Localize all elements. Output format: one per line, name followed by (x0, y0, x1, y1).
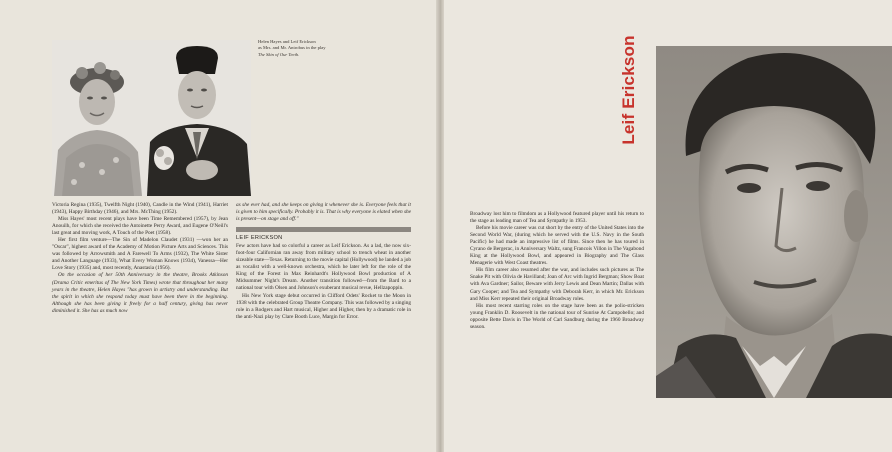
photo-caption (258, 39, 388, 58)
paragraph-quote: as she ever had, and she keeps on giving it whenever she is. Everyone feels that it is given to him specifically. Probably it is. That is why everyone is elated when she is present—on stage and off." (236, 202, 412, 223)
paragraph: On the occasion of her 50th Anniversary in the theatre, Brooks Atkinson (Drama Critic emeritus of The New York Times) wrote that throughout her many years in the theatre, Helen Hayes "has grown in artistry and understanding. But the spirit in which she respond today must have been there in the beginning. Although she has been giving it freely for a half century, giving has never diminished it. She has as much now (52, 272, 228, 314)
paragraph: His most recent starring roles on the stage have been as the polio-stricken young Franklin D. Roosevelt in the national tour of Sunrise At Campobello; and opposite Bette Davis in The World of Carl Sandburg during the 1960 Broadway season. (470, 302, 644, 330)
paragraph: Broadway lost him to filmdom as a Hollywood featured player until his return to the stage as leading man of Tea and Sympathy in 1953. (470, 211, 644, 225)
paragraph: Before his movie career was cut short by the entry of the United States into the Second World War, (during which he served with the U.S. Navy in the South Pacific) he had made an impressive list of films. Since then he has toured in Cyrano de Bergerac, in Anniversary Waltz, sung Francois Villon in The Vagabond King at the Hollywood Bowl, and appeared in Biography and The Glass Menagerie with West Coast theatres. (470, 225, 644, 267)
name-text: Leif Erickson (619, 35, 638, 145)
left-page (0, 0, 440, 452)
caption-line: as Mrs. and Mr. Antrobus in the play (258, 45, 326, 51)
left-column-1 (52, 202, 228, 315)
paragraph: Few actors have had so colorful a career as Leif Erickson. As a lad, the now six-foot-four Californian ran away from military school to trench wheat in another sizeable state—Texas. Returning to the movie capital (Hollywood) he landed a job as vocalist with a well-known orchestra, which he later left for the role of the King of the Forest in Max Reinhardt's Hollywood Bowl production of A Midsummer Night's Dream. Another transition followed—from the Bard to a national tour with Olsen and Johnson's exuberant musical revue, Hellzapoppin. (236, 243, 411, 292)
left-column-2 (236, 202, 411, 321)
section-heading: LEIF ERICKSON (236, 235, 283, 242)
portrait-image (656, 46, 892, 398)
paragraph: His New York stage debut occurred in Clifford Odets' Rocket to the Moon in 1938 with the celebrated Group Theatre Company. This was followed by a singing role in a Rodgers and Hart musical, Higher and Higher, then by a dramatic role in the anti-Nazi play by Clare Booth Luce, Margin for Error. (236, 292, 411, 320)
photo-hayes-erickson (52, 40, 251, 196)
section-divider (236, 227, 411, 232)
caption-line: Helen Hayes and Leif Erickson (258, 39, 316, 44)
caption-line: The Skin of Our Teeth. (258, 51, 300, 57)
photo-image (52, 40, 251, 196)
paragraph: Miss Hayes' most recent plays have been Time Remembered (1957), by Jean Anouilh, for which she received the Antoinette Perry Award, and Eugene O'Neill's last great and moving work, A Touch of the Poet (1958). (52, 216, 228, 237)
paragraph: Her first film venture—The Sin of Madelon Claudet (1931) —won her an "Oscar", highest award of the Academy of Motion Picture Arts and Sciences. This was followed by Arrowsmith and A Farewell To Arms (1932), The White Sister and Another Language (1933), What Every Woman Knows (1934), Vanessa—Her Love Story (1935) and, most recently, Anastasia (1956). (52, 237, 228, 272)
vertical-name-title (609, 35, 649, 145)
right-column (470, 211, 644, 331)
photo-erickson-portrait (656, 46, 892, 398)
paragraph: Victoria Regina (1935), Twelfth Night (1940), Candle in the Wind (1941), Harriet (1943), Happy Birthday (1946), and Mrs. McThing (1952). (52, 202, 228, 216)
paragraph: His film career also resumed after the war, and includes such pictures as The Snake Pit with Olivia de Havilland; Joan of Arc with Ingrid Bergman; Show Boat with Ava Gardner; Sailor, Beware with Jerry Lewis and Dean Martin; Dallas with Gary Cooper; and Tea and Sympathy with Deborah Kerr, in which Mr. Erickson and Miss Kerr repeated their original Broadway roles. (470, 267, 644, 302)
